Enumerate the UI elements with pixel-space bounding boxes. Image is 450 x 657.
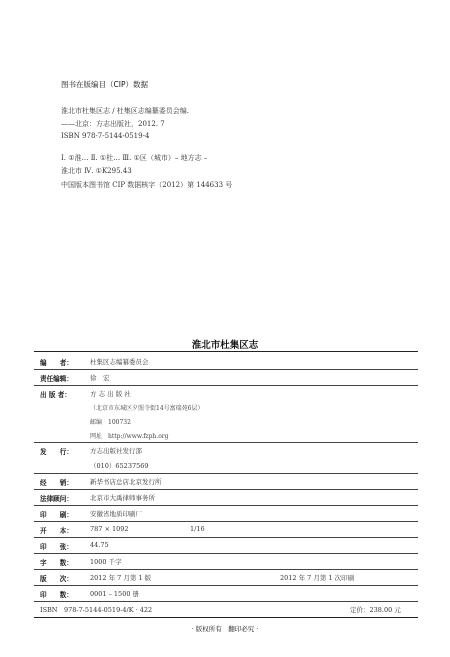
publisher-address: （北京市东城区夕照寺街14号富瑞苑6层） (90, 405, 204, 412)
publisher-value: 方 志 出 版 社 (90, 390, 131, 398)
editor-value: 杜集区志编纂委员会 (90, 358, 149, 366)
divider (34, 537, 418, 538)
divider (34, 505, 418, 506)
edition-label: 版 次： (40, 575, 73, 583)
isbn-line: ISBN 978-7-5144-0519-4/K · 422 (40, 606, 153, 614)
legal-counsel-label: 法律顾问： (40, 495, 73, 503)
cip-heading: 图书在版编目（CIP）数据 (61, 80, 148, 89)
cip-line-title: 淮北市杜集区志 / 杜集区志编纂委员会编. (61, 107, 190, 115)
printer-label: 印 刷： (40, 511, 73, 519)
format-fold: 1/16 (190, 525, 205, 533)
issue-label: 发 行： (40, 448, 73, 456)
cip-line-publisher: ——北京：方志出版社，2012. 7 (61, 120, 165, 128)
legal-counsel-value: 北京市大禹律师事务所 (90, 494, 155, 502)
printing-value: 2012 年 7 月第 1 次印刷 (280, 574, 355, 582)
publisher-postcode: 邮编 100732 (90, 419, 131, 426)
divider (34, 521, 418, 522)
issue-value: 方志出版社发行部 (90, 447, 142, 455)
format-label: 开 本： (40, 527, 73, 535)
edition-value: 2012 年 7 月第 1 版 (90, 574, 152, 582)
divider (34, 369, 418, 370)
printer-value: 安徽省地质印刷厂 (90, 510, 142, 518)
publisher-website: 网址 http://www.fzph.org (90, 433, 169, 440)
divider (34, 601, 418, 602)
print-run-value: 0001 – 1500 册 (90, 590, 140, 598)
divider (34, 569, 418, 570)
publisher-label: 出 版 者： (40, 391, 71, 399)
distributor-value: 新华书店总店北京发行所 (90, 478, 162, 486)
word-count-label: 字 数： (40, 559, 73, 567)
cip-line-record: 中国版本图书馆 CIP 数据核字（2012）第 144633 号 (61, 181, 233, 189)
cip-line-isbn: ISBN 978-7-5144-0519-4 (61, 132, 150, 140)
price: 定价：238.00 元 (350, 606, 401, 614)
editor-label: 编 者： (40, 359, 73, 367)
bottom-rule (34, 617, 418, 618)
divider (34, 442, 418, 443)
print-run-label: 印 数： (40, 591, 73, 599)
divider (34, 585, 418, 586)
responsible-editor-label: 责任编辑： (40, 375, 73, 383)
sheets-label: 印 张： (40, 543, 73, 551)
cip-line-subjects: Ⅰ. ①淮… Ⅱ. ①杜… Ⅲ. ①区（城市）– 地方志 – (61, 154, 208, 162)
issue-phone: （010）65237569 (90, 462, 149, 470)
copyright-notice: · 版权所有 翻印必究 · (191, 625, 259, 633)
divider (34, 473, 418, 474)
divider (34, 553, 418, 554)
format-value: 787 × 1092 (90, 525, 129, 533)
divider (34, 385, 418, 386)
distributor-label: 经 销： (40, 479, 73, 487)
sheets-value: 44.75 (90, 541, 109, 549)
cip-line-classification: 淮北市 Ⅳ. ①K295.43 (61, 167, 132, 175)
title-rule (34, 351, 418, 352)
responsible-editor-value: 徐 宏 (90, 374, 110, 382)
divider (34, 489, 418, 490)
book-title: 淮北市杜集区志 (191, 340, 259, 351)
word-count-value: 1000 千字 (90, 558, 122, 566)
